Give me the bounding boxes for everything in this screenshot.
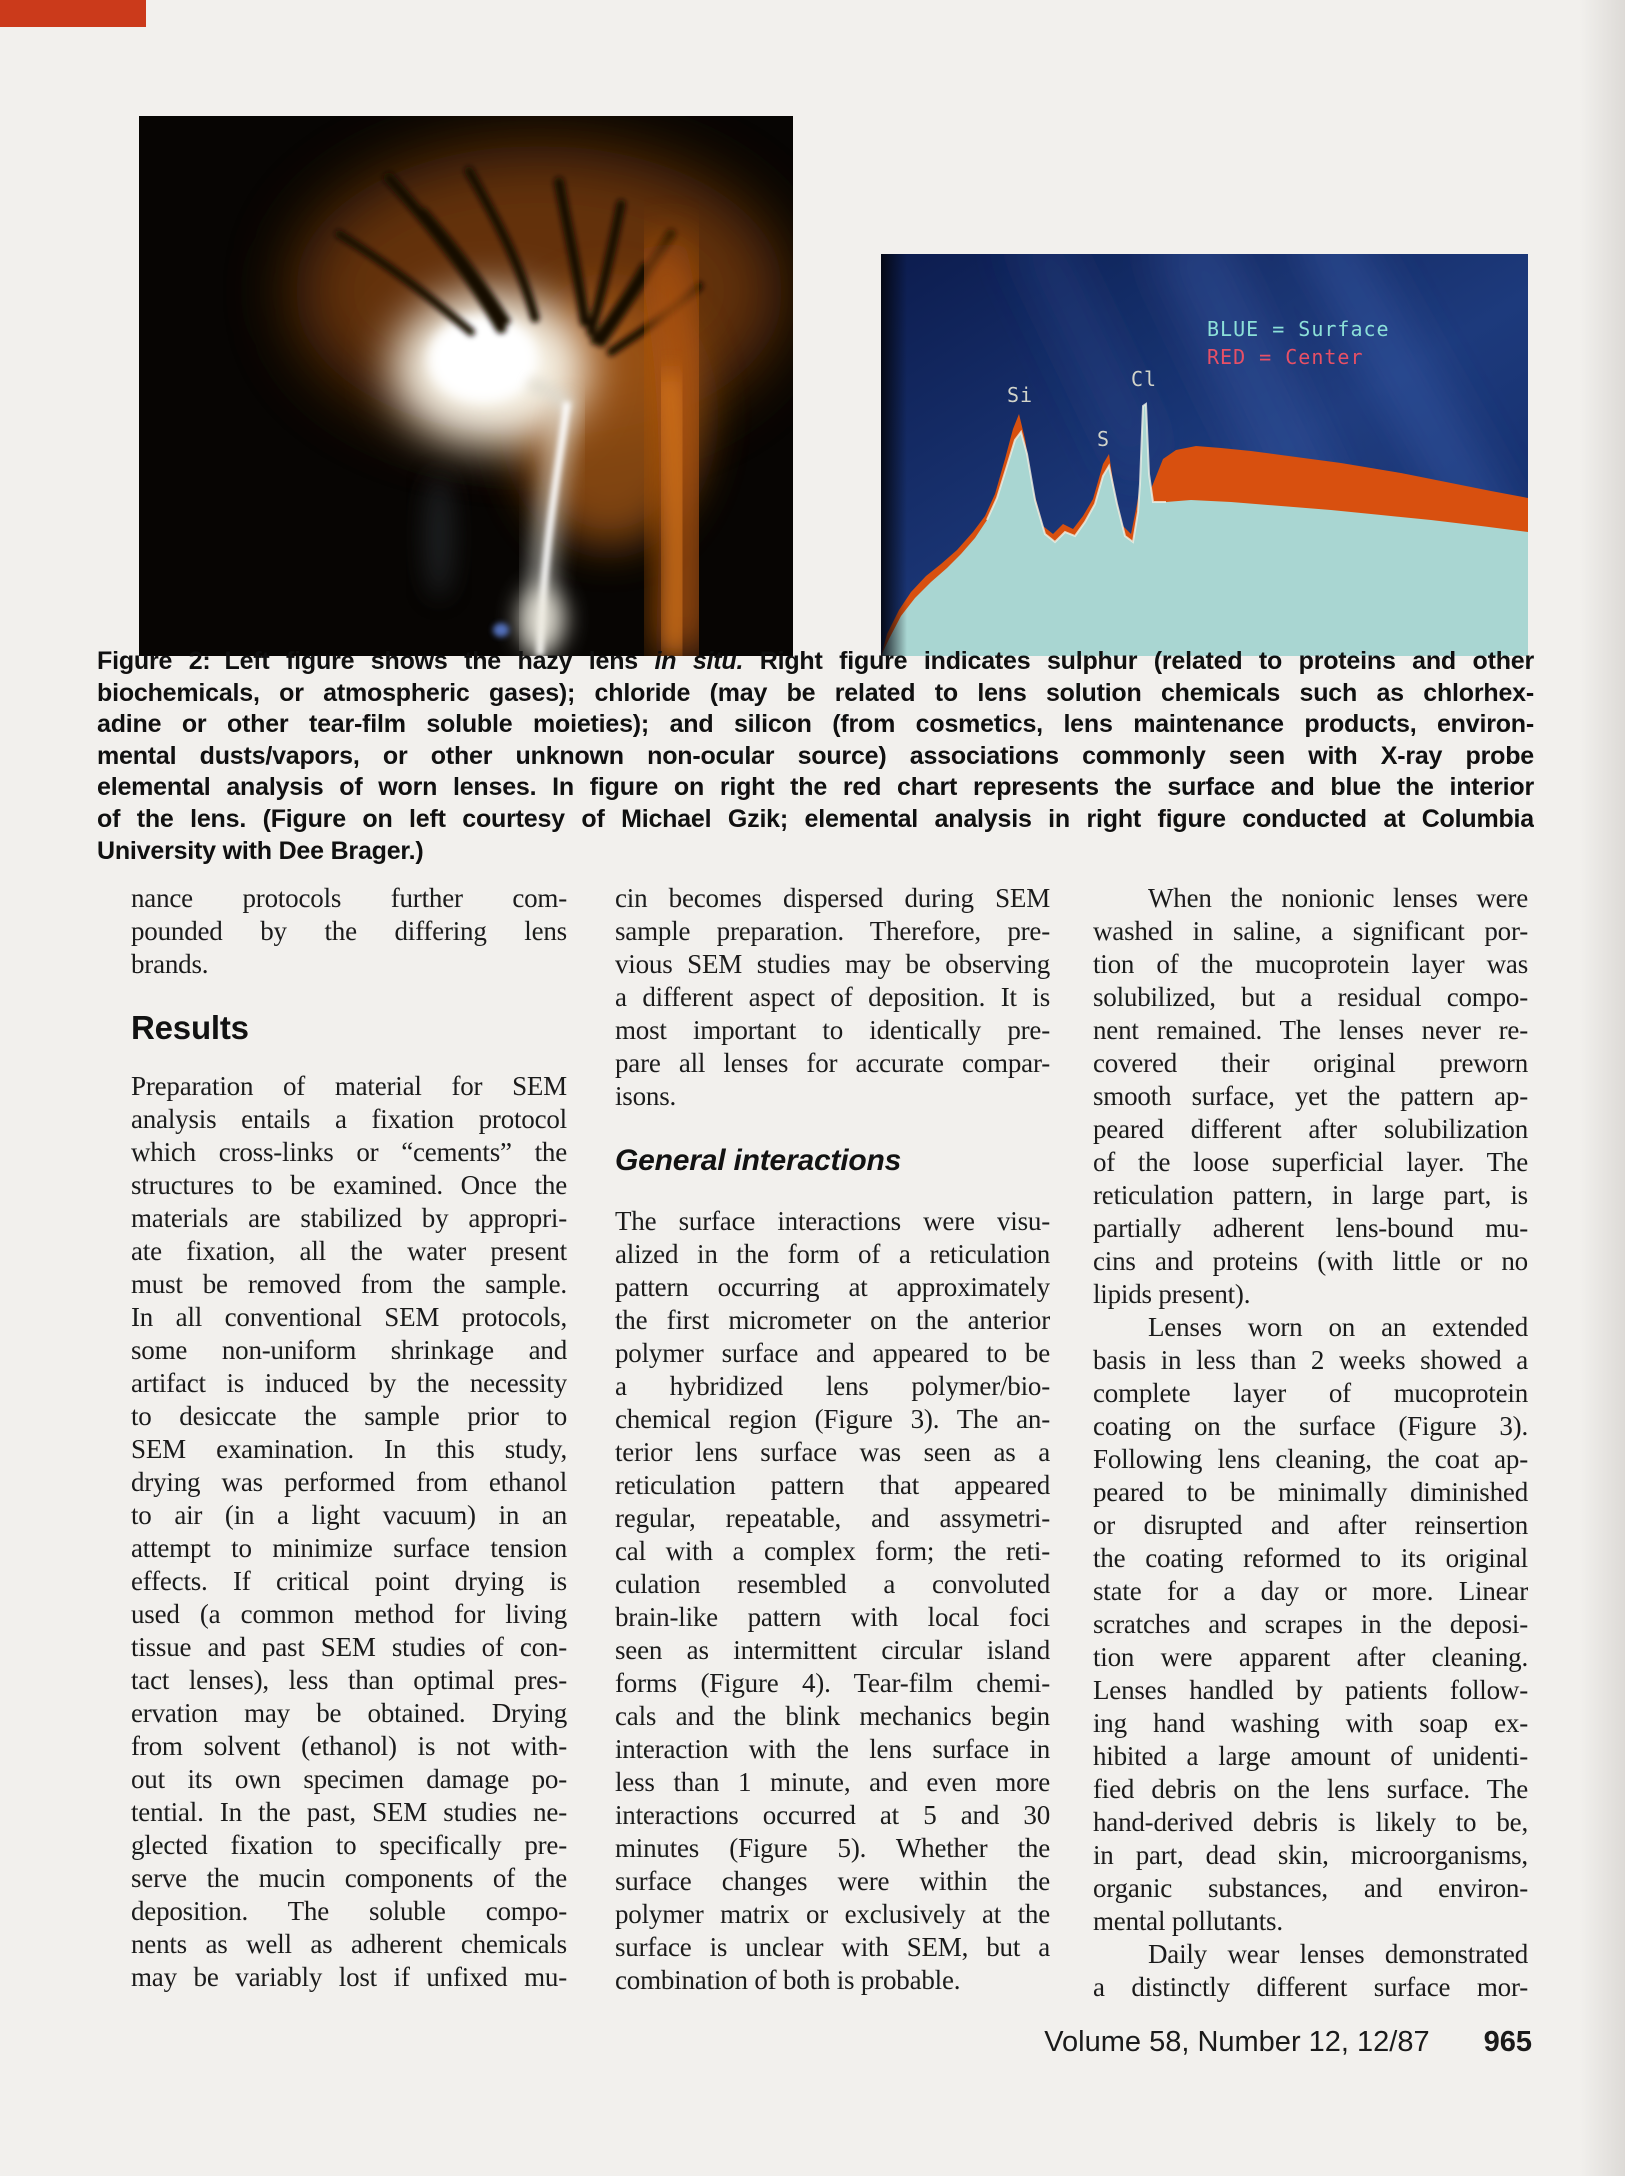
caption-line: of the lens. (Figure on left courtesy of Michael Gzik; elemental analysis in right figure conducted at Columbia — [97, 804, 1534, 833]
body-text-line: regular, repeatable, and assymetri- — [615, 1503, 1050, 1533]
body-text-line: a distinctly different surface mor- — [1093, 1972, 1528, 2002]
body-text-line: serve the mucin components of the — [131, 1863, 567, 1893]
peak-label-s: S — [1097, 427, 1111, 451]
body-text-line: attempt to minimize surface tension — [131, 1533, 567, 1563]
body-text-line: used (a common method for living — [131, 1599, 567, 1629]
body-text-line: or disrupted and after reinsertion — [1093, 1510, 1528, 1540]
body-text-line: Preparation of material for SEM — [131, 1071, 567, 1101]
body-text-line: mental pollutants. — [1093, 1906, 1283, 1936]
body-text-line: nent remained. The lenses never re- — [1093, 1015, 1528, 1045]
body-text-line: minutes (Figure 5). Whether the — [615, 1833, 1050, 1863]
body-text-line: culation resembled a convoluted — [615, 1569, 1050, 1599]
scan-artifact-bar — [0, 0, 146, 27]
body-text-line: fied debris on the lens surface. The — [1093, 1774, 1528, 1804]
body-text-line: terior lens surface was seen as a — [615, 1437, 1050, 1467]
body-text-line: tential. In the past, SEM studies ne- — [131, 1797, 567, 1827]
body-text-line: cins and proteins (with little or no — [1093, 1246, 1528, 1276]
page-edge-shadow — [1579, 0, 1625, 2176]
figure-label: Figure 2: — [97, 647, 211, 675]
body-text-line: smooth surface, yet the pattern ap- — [1093, 1081, 1528, 1111]
body-text-line: effects. If critical point drying is — [131, 1566, 567, 1596]
body-text-line: organic substances, and environ- — [1093, 1873, 1528, 1903]
body-text-line: isons. — [615, 1081, 677, 1111]
body-text-line: cin becomes dispersed during SEM — [615, 883, 1050, 913]
page-footer — [1044, 2026, 1532, 2059]
body-text-line: of the loose superficial layer. The — [1093, 1147, 1528, 1177]
body-text-line: polymer surface and appeared to be — [615, 1338, 1050, 1368]
body-text-line: tact lenses), less than optimal pres- — [131, 1665, 567, 1695]
body-text-line: Daily wear lenses demonstrated — [1148, 1939, 1528, 1969]
caption-text: Left figure shows the hazy lens — [224, 647, 639, 675]
section-heading: General interactions — [615, 1144, 902, 1177]
body-text-line: cal with a complex form; the reti- — [615, 1536, 1050, 1566]
figure2-right-photo — [881, 254, 1528, 656]
body-text-line: In all conventional SEM protocols, — [131, 1302, 567, 1332]
body-text-line: tion of the mucoprotein layer was — [1093, 949, 1528, 979]
body-text-line: alized in the form of a reticulation — [615, 1239, 1050, 1269]
body-text-line: reticulation pattern, in large part, is — [1093, 1180, 1528, 1210]
body-text-line: polymer matrix or exclusively at the — [615, 1899, 1050, 1929]
body-text-line: complete layer of mucoprotein — [1093, 1378, 1528, 1408]
body-text-line: brands. — [131, 949, 209, 979]
body-text-line: some non-uniform shrinkage and — [131, 1335, 567, 1365]
body-text-line: Following lens cleaning, the coat ap- — [1093, 1444, 1528, 1474]
body-text-line: drying was performed from ethanol — [131, 1467, 567, 1497]
body-text-line: interactions occurred at 5 and 30 — [615, 1800, 1050, 1830]
body-text-line: ate fixation, all the water present — [131, 1236, 567, 1266]
body-text-line: to desiccate the sample prior to — [131, 1401, 567, 1431]
body-text-line: state for a day or more. Linear — [1093, 1576, 1528, 1606]
body-text-line: in part, dead skin, microorganisms, — [1093, 1840, 1528, 1870]
body-text-line: analysis entails a fixation protocol — [131, 1104, 567, 1134]
body-text-line: brain-like pattern with local foci — [615, 1602, 1050, 1632]
body-text-line: coating on the surface (Figure 3). — [1093, 1411, 1528, 1441]
peak-label-si: Si — [1007, 383, 1034, 407]
body-text-line: When the nonionic lenses were — [1148, 883, 1528, 913]
body-text-line: The surface interactions were visu- — [615, 1206, 1050, 1236]
caption-italic-text: in situ. — [654, 647, 744, 675]
body-text-line: which cross-links or “cements” the — [131, 1137, 567, 1167]
figure2-caption — [97, 646, 1534, 867]
body-text-line: SEM examination. In this study, — [131, 1434, 567, 1464]
body-text-line: a hybridized lens polymer/bio- — [615, 1371, 1050, 1401]
body-text-line: tion were apparent after cleaning. — [1093, 1642, 1528, 1672]
body-text-line: the first micrometer on the anterior — [615, 1305, 1050, 1335]
body-text-line: out its own specimen damage po- — [131, 1764, 567, 1794]
body-text-line: surface changes were within the — [615, 1866, 1050, 1896]
body-text-line: hibited a large amount of unidenti- — [1093, 1741, 1528, 1771]
caption-line: elemental analysis of worn lenses. In figure on right the red chart represents the surface and blue the interior — [97, 773, 1534, 802]
body-text-line: nance protocols further com- — [131, 883, 567, 913]
body-text-line: forms (Figure 4). Tear-film chemi- — [615, 1668, 1050, 1698]
body-text-line: basis in less than 2 weeks showed a — [1093, 1345, 1528, 1375]
body-text-line: covered their original preworn — [1093, 1048, 1528, 1078]
body-text-line: structures to be examined. Once the — [131, 1170, 567, 1200]
caption-line — [97, 646, 1534, 678]
body-text-line: vious SEM studies may be observing — [615, 949, 1050, 979]
body-text-line: from solvent (ethanol) is not with- — [131, 1731, 567, 1761]
volume-issue-text: Volume 58, Number 12, 12/87 — [1044, 2026, 1430, 2058]
body-text-line: washed in saline, a significant por- — [1093, 916, 1528, 946]
caption-lines — [97, 678, 1534, 868]
body-text-line: hand-derived debris is likely to be, — [1093, 1807, 1528, 1837]
body-text-line: Lenses worn on an extended — [1148, 1312, 1528, 1342]
body-text-line: cals and the blink mechanics begin — [615, 1701, 1050, 1731]
body-text-line: may be variably lost if unfixed mu- — [131, 1962, 567, 1992]
body-text-line: combination of both is probable. — [615, 1965, 961, 1995]
body-text-line: the coating reformed to its original — [1093, 1543, 1528, 1573]
body-text-line: seen as intermittent circular island — [615, 1635, 1050, 1665]
body-text-line: glected fixation to specifically pre- — [131, 1830, 567, 1860]
legend-red-center: RED = Center — [1207, 345, 1364, 369]
caption-line: adine or other tear-film soluble moieties); and silicon (from cosmetics, lens maintenance products, environ- — [97, 710, 1534, 739]
caption-text: Right figure indicates sulphur (related to proteins and other — [759, 647, 1534, 675]
body-text-line: tissue and past SEM studies of con- — [131, 1632, 567, 1662]
caption-line: mental dusts/vapors, or other unknown non-ocular source) associations commonly seen with X-ray probe — [97, 741, 1534, 770]
caption-line: biochemicals, or atmospheric gases); chloride (may be related to lens solution chemicals such as chlorhex- — [97, 678, 1534, 707]
body-text-line: a different aspect of deposition. It is — [615, 982, 1050, 1012]
body-text-line: nents as well as adherent chemicals — [131, 1929, 567, 1959]
caption-line: University with Dee Brager.) — [97, 836, 424, 865]
text-column-1 — [131, 882, 567, 2004]
body-text-line: scratches and scrapes in the deposi- — [1093, 1609, 1528, 1639]
body-text-line: artifact is induced by the necessity — [131, 1368, 567, 1398]
text-column-3 — [1093, 882, 1528, 2004]
body-text-line: sample preparation. Therefore, pre- — [615, 916, 1050, 946]
body-text-line: must be removed from the sample. — [131, 1269, 567, 1299]
body-text-line: less than 1 minute, and even more — [615, 1767, 1050, 1797]
peak-label-cl: Cl — [1131, 367, 1158, 391]
edx-spectrum-art — [881, 254, 1528, 656]
body-text-line: materials are stabilized by appropri- — [131, 1203, 567, 1233]
body-text-line: interaction with the lens surface in — [615, 1734, 1050, 1764]
figure2-left-photo — [139, 116, 793, 656]
body-text-line: peared to be minimally diminished — [1093, 1477, 1528, 1507]
body-text-line: Lenses handled by patients follow- — [1093, 1675, 1528, 1705]
body-text-line: pare all lenses for accurate compar- — [615, 1048, 1050, 1078]
body-text-line: pounded by the differing lens — [131, 916, 567, 946]
body-text-line: partially adherent lens-bound mu- — [1093, 1213, 1528, 1243]
body-text-line: peared different after solubilization — [1093, 1114, 1528, 1144]
body-text-line: ing hand washing with soap ex- — [1093, 1708, 1528, 1738]
body-text-line: ervation may be obtained. Drying — [131, 1698, 567, 1728]
page-number: 965 — [1483, 2026, 1532, 2058]
body-text-line: chemical region (Figure 3). The an- — [615, 1404, 1050, 1434]
body-text-line: most important to identically pre- — [615, 1015, 1050, 1045]
text-column-2 — [615, 882, 1050, 2004]
legend-blue-surface: BLUE = Surface — [1207, 317, 1390, 341]
body-text-line: reticulation pattern that appeared — [615, 1470, 1050, 1500]
body-text-line: lipids present). — [1093, 1279, 1251, 1309]
body-text-line: surface is unclear with SEM, but a — [615, 1932, 1050, 1962]
section-heading: Results — [131, 1009, 249, 1046]
body-text-line: to air (in a light vacuum) in an — [131, 1500, 567, 1530]
article-body — [131, 882, 1531, 2004]
body-text-line: pattern occurring at approximately — [615, 1272, 1050, 1302]
hazy-lens-photo-art — [139, 116, 793, 656]
body-text-line: deposition. The soluble compo- — [131, 1896, 567, 1926]
body-text-line: solubilized, but a residual compo- — [1093, 982, 1528, 1012]
